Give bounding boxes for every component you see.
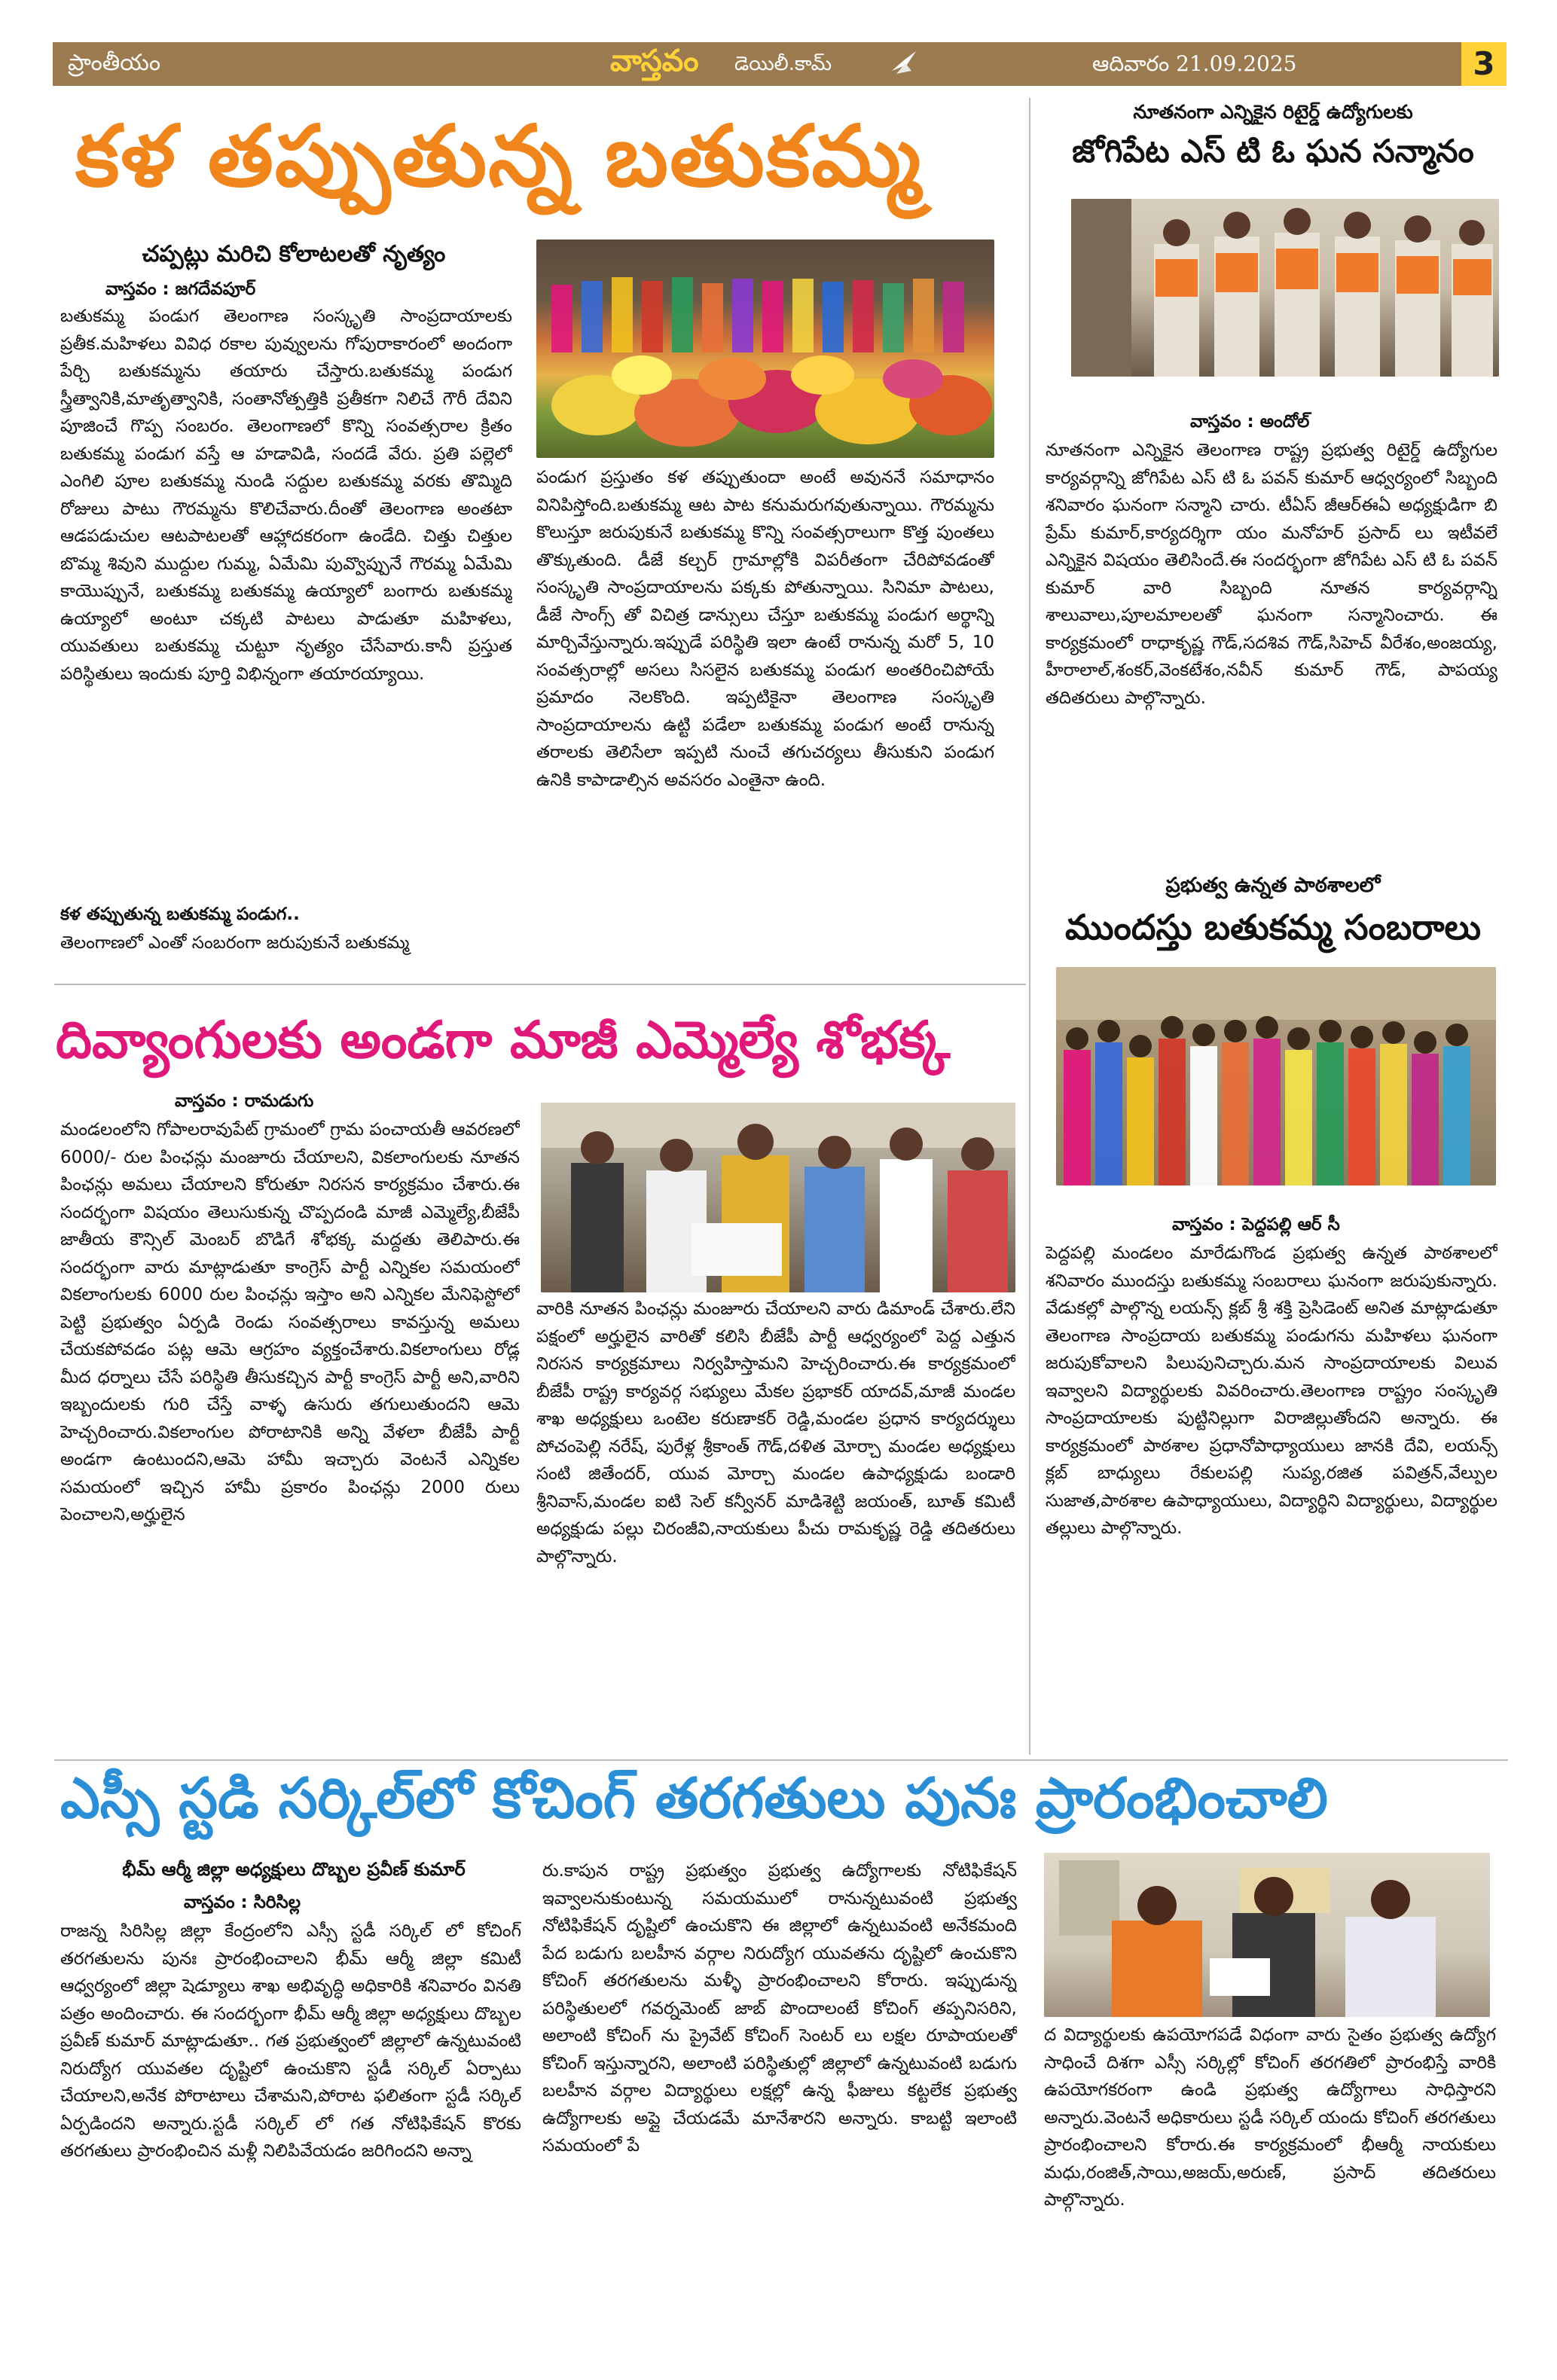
scstudy-photo — [1044, 1853, 1490, 2017]
shobha-photo-illustration — [541, 1103, 1015, 1292]
school-photo-illustration — [1056, 967, 1496, 1185]
section-divider — [54, 984, 1026, 985]
school-headline: ముందస్తు బతుకమ్మ సంబరాలు — [1064, 907, 1482, 947]
bathukamma-col2: పండుగ ప్రస్తుతం కళ తప్పుతుందా అంటే అవుననే సమాధానం వినిపిస్తోంది.బతుకమ్మ ఆట పాట కనుమరుగవుతున్నాయి. గౌరమ్మను కొలుస్తూ జరుపుకునే బతుకమ్మ కొన్ని సంవత్సరాలుగా కొత్త పుంతలు తొక్కుతుంది. డీజే కల్చర్ గ్రామాల్లోకి విపరీతంగా చేరిపోవడంతో సంస్కృతి సాంప్రదాయాలను పక్కకు పోతున్నాయి. సినిమా పాటలు, డీజే సాంగ్స్ తో విచిత్ర డాన్సులు చేస్తూ బతుకమ్మ పండుగ అర్థాన్ని మార్చివేస్తున్నారు.ఇప్పుడే పరిస్థితి ఇలా ఉంటే రానున్న మరో 5, 10 సంవత్సరాల్లో అసలు సిసలైన బతుకమ్మ పండుగ అంతరించిపోయే ప్రమాదం నెలకొంది. ఇప్పటికైనా తెలంగాణ సంస్కృతి సాంప్రదాయాలను ఉట్టి పడేలా బతుకమ్మ పండుగ అంటే రానున్న తరాలకు తెలిసేలా ఇప్పటి నుంచే తగుచర్యలు తీసుకుని పండుగ ఉనికి కాపాడాల్సిన అవసరం ఎంతైనా ఉంది. — [536, 468, 994, 790]
school-photo — [1056, 967, 1496, 1185]
scstudy-subhead: భీమ్ ఆర్మీ జిల్లా అధ్యక్షులు దొబ్బల ప్రవీణ్ కుమార్ — [122, 1859, 466, 1880]
scstudy-dateline: వాస్తవం : సిరిసిల్ల — [184, 1893, 301, 1912]
bird-logo-icon — [889, 48, 919, 78]
brand-logo-text: వాస్తవం — [610, 44, 699, 78]
school-body: పెద్దపల్లి మండలం మారేడుగొండ ప్రభుత్వ ఉన్నత పాఠశాలలో శనివారం ముందస్తు బతుకమ్మ సంబరాలు ఘనంగా జరుపుకున్నారు. వేడుకల్లో పాల్గొన్న లయన్స్ క్లబ్ శ్రీ శక్తి ప్రెసిడెంట్ అనిత మాట్లాడుతూ తెలంగాణ సాంప్రదాయ బతుకమ్మ పండుగను మహిళలు ఘనంగా జరుపుకోవాలని పిలుపునిచ్చారు.మన సాంప్రదాయాలకు విలువ ఇవ్వాలని విద్యార్థులకు వివరించారు.తెలంగాణ రాష్ట్రం సంస్కృతి సాంప్రదాయాలకు పుట్టినిల్లుగా విరాజిల్లుతోందని అన్నారు. ఈ కార్యక్రమంలో పాఠశాల ప్రధానోపాధ్యాయులు జానకి దేవి, లయన్స్ క్లబ్ బాధ్యులు రేకులపల్లి సుప్య,రజిత పవిత్రన్,వేల్పుల సుజాత,పాఠశాల ఉపాధ్యాయులు, విద్యార్థిని విద్యార్థులు, విద్యార్థుల తల్లులు పాల్గొన్నారు. — [1046, 1243, 1497, 1538]
shobha-headline: దివ్యాంగులకు అండగా మాజీ ఎమ్మెల్యే శోభక్క — [56, 1011, 951, 1070]
bathukamma-headline: కళ తప్పుతున్న బతుకమ్మ — [75, 108, 923, 206]
page-number: 3 — [1461, 42, 1507, 86]
bathukamma-dateline: వాస్తవం : జగదేవపూర్ — [105, 279, 256, 299]
scstudy-col3: ద విద్యార్థులకు ఉపయోగపడే విధంగా వారు సైతం ప్రభుత్వ ఉద్యోగ సాధించే దిశగా ఎస్సీ సర్కిల్లో కోచింగ్ తరగతిలో ప్రారంభిస్తే వారికి ఉపయోగకరంగా ఉండి ప్రభుత్వ ఉద్యోగాలు సాధిస్తారని అన్నారు.వెంటనే అధికారులు స్టడీ సర్కిల్ యందు కోచింగ్ తరగతులు ప్రారంభించాలని కోరారు.ఈ కార్యక్రమంలో భీఆర్మీ నాయకులు మధు,రంజిత్,సాయి,అజయ్,అరుణ్, ప్రసాద్ తదితరులు పాల్గొన్నారు. — [1044, 2025, 1496, 2210]
bathukamma-subhead: చప్పట్లు మరిచి కోలాటలతో నృత్యం — [142, 241, 446, 267]
issue-date: ఆదివారం 21.09.2025 — [1092, 51, 1297, 76]
retired-photo-illustration — [1071, 199, 1499, 377]
retired-dateline: వాస్తవం : అందోల్ — [1190, 412, 1310, 432]
bathukamma-photo — [536, 240, 994, 458]
scstudy-headline: ఎస్సీ స్టడి సర్కిల్‌లో కోచింగ్ తరగతులు పునః ప్రారంభించాలి — [60, 1766, 1328, 1831]
retired-body: నూతనంగా ఎన్నికైన తెలంగాణ రాష్ట్ర ప్రభుత్వ రిటైర్డ్ ఉద్యోగుల కార్యవర్గాన్ని జోగిపేట ఎస్ టి ఓ పవన్ కుమార్ ఆధ్వర్యంలో సిబ్బంది శనివారం ఘనంగా సన్మాని చారు. టీఏస్ జీఆర్ఈఏ అధ్యక్షుడిగా బి ప్రేమ్ కుమార్,కార్యదర్శిగా యం మనోహర్ ప్రసాద్ లు ఇటీవలే ఎన్నికైన విషయం తెలిసిందే.ఈ సందర్భంగా జోగిపేట ఎస్ టి ఓ పవన్ కుమార్ వారి సిబ్బంది నూతన కార్యవర్గాన్ని శాలువాలు,పూలమాలలతో ఘనంగా సన్మానించారు. ఈ కార్యక్రమంలో రాధాకృష్ణ గౌడ్,సదశివ గౌడ్,సిహెచ్ వీరేశం,అంజయ్య, హీరాలాల్,శంకర్,వెంకటేశం,నవీన్ కుమార్ గౌడ్, పాపయ్య తదితరులు పాల్గొన్నారు. — [1046, 441, 1497, 708]
column-divider — [1029, 98, 1030, 1755]
school-dateline: వాస్తవం : పెద్దపల్లి ఆర్ సీ — [1172, 1215, 1340, 1234]
shobha-dateline: వాస్తవం : రామడుగు — [175, 1091, 314, 1111]
school-kicker: ప్రభుత్వ ఉన్నత పాఠశాలలో — [1165, 874, 1381, 897]
bathukamma-col1: బతుకమ్మ పండుగ తెలంగాణ సంస్కృతి సాంప్రదాయాలకు ప్రతీక.మహిళలు వివిధ రకాల పువ్వులను గోపురాకారంలో అందంగా పేర్చి బతుకమ్మను తయారు చేస్తారు.బతుకమ్మ పండుగ స్త్రీత్వానికి,మాతృత్వానికి, సంతానోత్పత్తికి ప్రతీకగా నిలిచే గౌరీ దేవిని పూజించే గొప్ప సంబరం. తెలంగాణలో కొన్ని సంవత్సరాల క్రితం బతుకమ్మ పండుగ వస్తే ఆ హడావిడి, సందడే వేరు. ప్రతి పల్లెలో ఎంగిలి పూల బతుకమ్మ నుండి సద్దుల బతుకమ్మ వరకు తొమ్మిది రోజులు పాటు గౌరమ్మను కొలిచేవారు.దీంతో తెలంగాణ అంతటా ఆడపడుచుల ఆటపాటలతో ఆహ్లాదకరంగా ఉండేది. చిత్తు చిత్తుల బొమ్మ శివుని ముద్దుల గుమ్మ, ఏమేమి పువ్వొప్పునే గౌరమ్మ ఏమేమి కాయొప్పునే, బతుకమ్మ బతుకమ్మ ఉయ్యాలో బంగారు బతుకమ్మ ఉయ్యాలో అంటూ చక్కటి పాటలు పాడుతూ మహిళలు, యువతులు బతుకమ్మ చుట్టూ నృత్యం చేసేవారు.కానీ ప్రస్తుత పరిస్థితులు ఇందుకు పూర్తి విభిన్నంగా తయారయ్యాయి. — [60, 307, 512, 684]
shobha-col2: వారికి నూతన పింఛన్లు మంజూరు చేయాలని వారు డిమాండ్ చేశారు.లేని పక్షంలో అర్హులైన వారితో కలిసి బీజేపీ పార్టీ ఆధ్వర్యంలో పెద్ద ఎత్తున నిరసన కార్యక్రమాలు నిర్వహిస్తామని హెచ్చరించారు.ఈ కార్యక్రమంలో బీజేపీ రాష్ట్ర కార్యవర్గ సభ్యులు మేకల ప్రభాకర్ యాదవ్,మాజీ మండల శాఖ అధ్యక్షులు ఒంటెల కరుణాకర్ రెడ్డి,మండల ప్రధాన కార్యదర్శులు పోచంపెల్లి నరేష్, పురేళ్ల శ్రీకాంత్ గౌడ్,దళిత మోర్చా మండల అధ్యక్షులు సంటి జితేందర్, యువ మోర్చా మండల ఉపాధ్యక్షుడు బండారి శ్రీనివాస్,మండల ఐటి సెల్ కన్వీనర్ మాడిశెట్టి జయంత్, బూత్ కమిటీ అధ్యక్షుడు పల్లు చిరంజీవి,నాయకులు పీచు రామకృష్ణ రెడ్డి తదితరులు పాల్గొన్నారు. — [536, 1299, 1015, 1567]
section-label: ప్రాంతీయం — [68, 50, 161, 76]
section-divider — [54, 1759, 1508, 1761]
bathukamma-photo-illustration — [536, 240, 994, 458]
brand-subtitle: డెయిలీ.కామ్ — [734, 53, 832, 75]
bathukamma-crosshead: కళ తప్పుతున్న బతుకమ్మ పండుగ.. — [60, 905, 300, 924]
masthead-bar — [53, 42, 1507, 86]
retired-photo — [1071, 199, 1499, 377]
scstudy-col1: రాజన్న సిరిసిల్ల జిల్లా కేంద్రంలోని ఎస్సీ స్టడీ సర్కిల్ లో కోచింగ్ తరగతులను పునః ప్రారంభించాలని భీమ్ ఆర్మీ జిల్లా కమిటీ ఆధ్వర్యంలో జిల్లా షెడ్యూలు శాఖ అభివృద్ధి అధికారికి శనివారం వినతి పత్రం అందించారు. ఈ సందర్భంగా భీమ్ ఆర్మీ జిల్లా అధ్యక్షులు దొబ్బల ప్రవీణ్ కుమార్ మాట్లాడుతూ.. గత ప్రభుత్వంలో జిల్లాలో ఉన్నటువంటి నిరుద్యోగ యువతల దృష్టిలో ఉంచుకొని స్టడీ సర్కిల్ ఏర్పాటు చేయాలని,అనేక పోరాటాలు చేశామని,పోరాట ఫలితంగా స్టడీ సర్కిల్ ఏర్పడిందని అన్నారు.స్టడీ సర్కిల్ లో గత నోటిఫికేషన్ కొరకు తరగతులు ప్రారంభించిన మళ్లీ నిలిపివేయడం జరిగిందని అన్నా — [60, 1921, 521, 2161]
scstudy-photo-illustration — [1044, 1853, 1490, 2017]
shobha-photo — [541, 1103, 1015, 1292]
scstudy-col2: రు.కాపున రాష్ట్ర ప్రభుత్వం ప్రభుత్వ ఉద్యోగాలకు నోటిఫికేషన్ ఇవ్వాలనుకుంటున్న సమయములో రానున్నటువంటి ప్రభుత్వ నోటిఫికేషన్ దృష్టిలో ఉంచుకొని ఈ జిల్లాలో ఉన్నటువంటి అనేకమంది పేద బడుగు బలహీన వర్గాల నిరుద్యోగ యువతను దృష్టిలో ఉంచుకొని కోచింగ్ తరగతులను మళ్ళీ ప్రారంభించాలని కోరారు. ఇప్పుడున్న పరిస్థితులలో గవర్నమెంట్ జాబ్ పొందాలంటే కోచింగ్ తప్పనిసరిని, అలాంటి కోచింగ్ ను ప్రైవేట్ కోచింగ్ సెంటర్ లు లక్షల రూపాయలతో కోచింగ్ ఇస్తున్నారని, అలాంటి పరిస్థితుల్లో జిల్లాలో ఉన్నటువంటి బడుగు బలహీన వర్గాల విద్యార్థులు లక్షల్లో ఉన్న ఫీజులు కట్టలేక ప్రభుత్వ ఉద్యోగాలకు అప్లై చేయడమే మానేశారని అన్నారు. కాబట్టి ఇలాంటి సమయంలో పే — [542, 1861, 1017, 2156]
shobha-col1: మండలంలోని గోపాలరావుపేట్ గ్రామంలో గ్రామ పంచాయతీ ఆవరణలో 6000/- రుల పింఛన్లు మంజూరు చేయాలని, వికలాంగులకు నూతన పింఛన్లు అమలు చేయాలని కోరుతూ నిరసన కార్యక్రమం చేశారు.ఈ సందర్భంగా విషయం తెలుసుకున్న చొప్పదండి మాజీ ఎమ్మెల్యే,బీజేపీ జాతీయ కౌన్సిల్ మెంబర్ బొడిగే శోభక్క మద్దతు తెలిపారు.ఈ సందర్భంగా వారు మాట్లాడుతూ కాంగ్రెస్ పార్టీ ఎన్నికల సమయంలో వికలాంగులకు 6000 రుల పింఛన్లు ఇస్తాం అని ఎన్నికల మేనిఫెస్టోలో పెట్టి ప్రభుత్వం ఏర్పడి రెండు సంవత్సరాలు కావస్తున్న అమలు చేయకపోవడం పట్ల ఆమె ఆగ్రహం వ్యక్తంచేశారు.వికలాంగులు రోడ్ల మీద ధర్నాలు చేసే పరిస్థితి తీసుకచ్చిన పార్టీ కాంగ్రెస్ పార్టీ అని,వారిని ఇబ్బందులకు గురి చేస్తే వాళ్ళ ఉసురు తగులుతుందని ఆమె హెచ్చరించారు.వికలాంగుల పోరాటానికి అన్ని వేళలా బీజేపీ పార్టీ అండగా ఉంటుందని,ఆమె హామీ ఇచ్చారు వెంటనే ఎన్నికల సమయంలో ఇచ్చిన హామీ ప్రకారం పింఛన్లు 2000 రులు పెంచాలని,అర్హులైన — [60, 1120, 520, 1524]
retired-headline: జోగిపేట ఎస్ టి ఓ ఘన సన్మానం — [1072, 133, 1474, 169]
bathukamma-col1-end: తెలంగాణలో ఎంతో సంబరంగా జరుపుకునే బతుకమ్మ — [60, 933, 410, 953]
retired-kicker: నూతనంగా ఎన్నికైన రిటైర్డ్ ఉద్యోగులకు — [1133, 101, 1413, 123]
